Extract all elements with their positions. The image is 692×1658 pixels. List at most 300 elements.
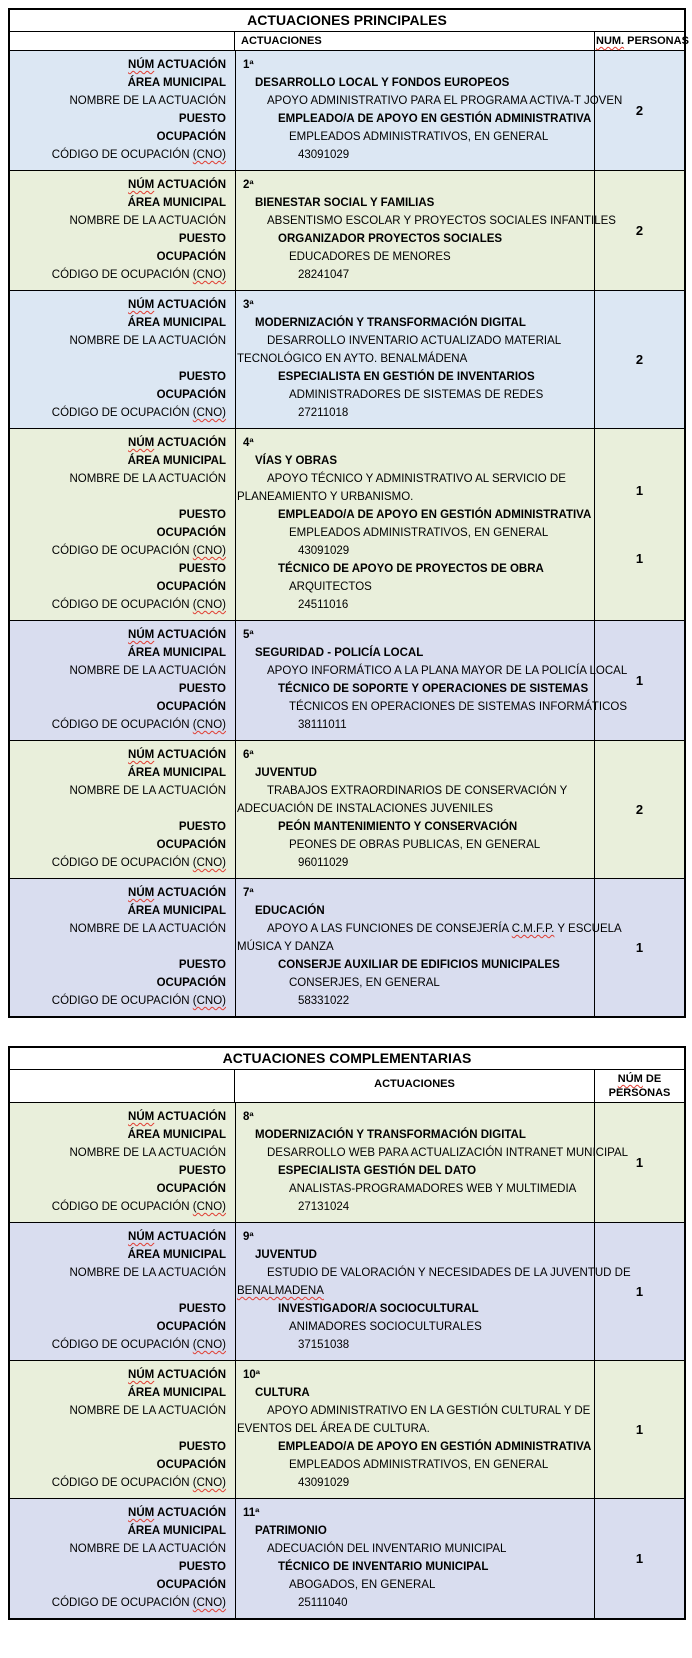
field-label-puesto: PUESTO [178, 683, 226, 695]
field-value-ocupacion [235, 128, 594, 146]
field-value-num [235, 1108, 594, 1126]
field-label-num: NÚM ACTUACIÓN [128, 1231, 226, 1243]
spellcheck-underline: (CNO) [192, 599, 226, 611]
field-row-puesto [10, 1558, 594, 1576]
field-value-line: 96011029 [298, 857, 349, 869]
field-value-puesto [235, 956, 594, 974]
field-value-line: 9ª [243, 1231, 254, 1243]
field-row-num [10, 434, 594, 452]
num-personas-value: 1 [635, 482, 644, 498]
field-value-line: CONSERJES, EN GENERAL [289, 977, 440, 989]
field-value-line: TÉCNICOS EN OPERACIONES DE SISTEMAS INFORMÁTICOS [289, 701, 628, 713]
field-label-puesto: PUESTO [178, 1165, 226, 1177]
field-label-nombre: NOMBRE DE LA ACTUACIÓN [69, 923, 226, 935]
field-row-codigo [10, 1474, 594, 1492]
field-value-line: EVENTOS DEL ÁREA DE CULTURA. [237, 1423, 430, 1435]
actuacion-fields [10, 1103, 629, 1222]
spellcheck-underline: (CNO) [192, 1597, 226, 1609]
field-row-puesto [10, 560, 594, 578]
field-row-nombre [10, 92, 623, 110]
field-value-puesto [235, 560, 594, 578]
field-row-area [10, 1522, 594, 1540]
table-header-row [10, 32, 689, 51]
field-value-area [235, 1126, 594, 1144]
field-value-line: 25111040 [298, 1597, 348, 1609]
field-value-num [235, 626, 594, 644]
field-value-nombre [235, 1264, 633, 1300]
field-value-line: TÉCNICO DE APOYO DE PROYECTOS DE OBRA [278, 563, 544, 575]
num-personas-value: 2 [635, 223, 644, 238]
field-row-nombre [10, 212, 616, 230]
field-value-puesto [235, 818, 594, 836]
field-value-ocupacion [235, 248, 594, 266]
header-empty-cell [10, 32, 235, 50]
field-value-codigo [235, 1474, 594, 1492]
spellcheck-underline: NÚM [128, 59, 155, 71]
field-value-ocupacion [235, 836, 594, 854]
field-label-ocupacion: OCUPACIÓN [156, 131, 226, 143]
field-value-puesto [235, 230, 594, 248]
field-row-num [10, 296, 594, 314]
field-value-nombre [235, 92, 624, 110]
field-label-nombre: NOMBRE DE LA ACTUACIÓN [69, 95, 226, 107]
spellcheck-underline: NÚM [128, 179, 155, 191]
field-label-puesto: PUESTO [178, 1441, 226, 1453]
spellcheck-underline: (CNO) [192, 149, 226, 161]
spellcheck-underline: (CNO) [192, 545, 226, 557]
field-value-area [235, 314, 594, 332]
field-value-num [235, 884, 594, 902]
field-value-area [235, 194, 594, 212]
field-value-codigo [235, 266, 594, 284]
field-value-puesto [235, 680, 594, 698]
spellcheck-underline: NÚM [128, 437, 155, 449]
field-value-line [235, 1282, 631, 1300]
field-row-num [10, 1366, 594, 1384]
field-value-line: 10ª [243, 1369, 261, 1381]
field-row-nombre [10, 470, 594, 506]
field-label-area: ÁREA MUNICIPAL [127, 197, 226, 209]
field-label-nombre: NOMBRE DE LA ACTUACIÓN [69, 1543, 226, 1555]
field-row-nombre [10, 1540, 594, 1558]
field-row-puesto [10, 818, 594, 836]
field-row-area [10, 902, 594, 920]
field-value-line: 38111011 [298, 719, 347, 731]
field-row-area [10, 644, 594, 662]
num-personas-value: 2 [635, 103, 644, 118]
field-row-puesto [10, 1162, 594, 1180]
spellcheck-underline: (CNO) [192, 269, 226, 281]
field-value-line: DESARROLLO INVENTARIO ACTUALIZADO MATERIAL [267, 335, 562, 347]
field-label-codigo: CÓDIGO DE OCUPACIÓN (CNO) [51, 995, 226, 1007]
field-value-line: DESARROLLO WEB PARA ACTUALIZACIÓN INTRANET MUNICIPAL [267, 1147, 629, 1159]
field-label-codigo: CÓDIGO DE OCUPACIÓN (CNO) [51, 599, 226, 611]
field-value-line: ABOGADOS, EN GENERAL [289, 1579, 436, 1591]
field-value-line: 27211018 [298, 407, 349, 419]
field-value-line: PEONES DE OBRAS PUBLICAS, EN GENERAL [289, 839, 541, 851]
table-header-row [10, 1070, 684, 1103]
field-value-nombre [235, 1402, 594, 1438]
spellcheck-underline: (CNO) [192, 407, 226, 419]
field-label-codigo: CÓDIGO DE OCUPACIÓN (CNO) [51, 1477, 226, 1489]
field-row-nombre [10, 662, 628, 680]
num-personas-value: 1 [635, 1284, 644, 1299]
field-value-line: EMPLEADO/A DE APOYO EN GESTIÓN ADMINISTRATIVA [278, 1441, 592, 1453]
field-label-num: NÚM ACTUACIÓN [128, 749, 226, 761]
num-personas-cell [594, 741, 684, 878]
field-label-codigo: CÓDIGO DE OCUPACIÓN (CNO) [51, 269, 226, 281]
field-value-area [235, 1522, 594, 1540]
field-value-area [235, 1384, 594, 1402]
field-label-ocupacion: OCUPACIÓN [156, 1321, 226, 1333]
field-value-nombre [235, 662, 629, 680]
field-value-line: 8ª [243, 1111, 254, 1123]
field-row-codigo [10, 404, 594, 422]
field-value-codigo [235, 404, 594, 422]
tables-container [8, 8, 689, 1620]
actuacion-row [10, 51, 684, 171]
field-row-num [10, 1228, 594, 1246]
field-label-ocupacion: OCUPACIÓN [156, 839, 226, 851]
field-value-puesto [235, 368, 594, 386]
num-personas-value: 1 [635, 673, 644, 688]
field-value-puesto [235, 1162, 594, 1180]
field-label-num: NÚM ACTUACIÓN [128, 1369, 226, 1381]
field-label-nombre: NOMBRE DE LA ACTUACIÓN [69, 785, 226, 797]
field-value-area [235, 74, 594, 92]
field-label-area: ÁREA MUNICIPAL [127, 1387, 226, 1399]
field-value-line: 6ª [243, 749, 254, 761]
field-label-num: NÚM ACTUACIÓN [128, 1507, 226, 1519]
field-row-num [10, 176, 594, 194]
field-label-ocupacion: OCUPACIÓN [156, 581, 226, 593]
field-value-line: ORGANIZADOR PROYECTOS SOCIALES [278, 233, 503, 245]
field-label-codigo: CÓDIGO DE OCUPACIÓN (CNO) [51, 857, 226, 869]
actuacion-fields [10, 621, 628, 740]
actuacion-row [10, 429, 684, 621]
spellcheck-underline: NÚM [128, 1507, 155, 1519]
spellcheck-underline: NÚM [128, 749, 155, 761]
field-row-area [10, 1126, 594, 1144]
field-value-codigo [235, 1336, 594, 1354]
num-personas-cell [594, 879, 684, 1016]
field-value-ocupacion [235, 578, 594, 596]
field-value-codigo [235, 854, 594, 872]
field-value-ocupacion [235, 386, 594, 404]
field-label-area: ÁREA MUNICIPAL [127, 317, 226, 329]
field-row-ocupacion [10, 128, 594, 146]
field-label-puesto: PUESTO [178, 113, 226, 125]
field-value-num [235, 1366, 594, 1384]
field-value-line: 37151038 [298, 1339, 350, 1351]
header-num-personas [594, 1070, 684, 1102]
field-value-ocupacion [235, 974, 594, 992]
field-value-line: CULTURA [255, 1387, 310, 1399]
field-label-ocupacion: OCUPACIÓN [156, 1579, 226, 1591]
field-value-nombre [235, 1540, 594, 1558]
field-value-line: EDUCADORES DE MENORES [289, 251, 451, 263]
num-personas-cell [594, 171, 684, 290]
field-label-ocupacion: OCUPACIÓN [156, 701, 226, 713]
num-personas-cell [594, 291, 684, 428]
field-value-line: APOYO ADMINISTRATIVO EN LA GESTIÓN CULTURAL Y DE [267, 1405, 591, 1417]
actuacion-fields [10, 879, 622, 1016]
actuacion-row [10, 171, 684, 291]
field-row-ocupacion [10, 1318, 594, 1336]
header-num-personas [594, 32, 690, 50]
field-value-line: 27131024 [298, 1201, 350, 1213]
field-value-line: PLANEAMIENTO Y URBANISMO. [237, 491, 414, 503]
field-row-num [10, 746, 594, 764]
field-value-codigo [235, 146, 594, 164]
field-row-ocupacion [10, 974, 594, 992]
field-label-codigo: CÓDIGO DE OCUPACIÓN (CNO) [51, 149, 226, 161]
field-value-line: APOYO ADMINISTRATIVO PARA EL PROGRAMA ACTIVA-T JOVEN [267, 95, 623, 107]
field-label-nombre: NOMBRE DE LA ACTUACIÓN [69, 1267, 226, 1279]
actuacion-row [10, 1361, 684, 1499]
field-row-nombre [10, 782, 594, 818]
field-value-line: PEÓN MANTENIMIENTO Y CONSERVACIÓN [278, 821, 518, 833]
field-row-ocupacion [10, 1180, 594, 1198]
spellcheck-underline: (CNO) [192, 857, 226, 869]
field-value-line: 2ª [243, 179, 254, 191]
field-row-puesto [10, 1438, 594, 1456]
field-row-puesto [10, 680, 594, 698]
actuacion-row [10, 1223, 684, 1361]
field-row-nombre [10, 1402, 594, 1438]
actuacion-fields [10, 429, 594, 620]
field-label-ocupacion: OCUPACIÓN [156, 1183, 226, 1195]
field-row-nombre [10, 920, 622, 956]
spellcheck-underline: NÚM [128, 1111, 155, 1123]
actuacion-fields [10, 291, 594, 428]
field-row-codigo [10, 1336, 594, 1354]
field-row-area [10, 452, 594, 470]
num-personas-cell [594, 51, 684, 170]
num-personas-cell [594, 429, 684, 620]
field-row-ocupacion [10, 578, 594, 596]
field-label-nombre: NOMBRE DE LA ACTUACIÓN [69, 215, 226, 227]
field-label-puesto: PUESTO [178, 509, 226, 521]
field-value-line: ABSENTISMO ESCOLAR Y PROYECTOS SOCIALES INFANTILES [267, 215, 616, 227]
field-row-area [10, 1384, 594, 1402]
actuacion-fields [10, 1499, 594, 1618]
header-num-personas-line: NUM. PERSONAS [596, 35, 689, 47]
field-label-codigo: CÓDIGO DE OCUPACIÓN (CNO) [51, 545, 226, 557]
num-personas-value: 1 [635, 1422, 644, 1437]
field-row-ocupacion [10, 248, 594, 266]
field-row-num [10, 1504, 594, 1522]
field-row-codigo [10, 1198, 594, 1216]
actuacion-fields [10, 171, 616, 290]
spellcheck-underline: (CNO) [192, 719, 226, 731]
header-actuaciones: ACTUACIONES [241, 35, 322, 47]
field-label-num: NÚM ACTUACIÓN [128, 299, 226, 311]
header-num-personas-line: NÚM DE [617, 1073, 662, 1085]
spellcheck-underline: NÚM [128, 887, 155, 899]
field-label-num: NÚM ACTUACIÓN [128, 887, 226, 899]
field-value-area [235, 1246, 594, 1264]
field-value-line: 43091029 [298, 1477, 350, 1489]
spellcheck-underline: NÚM [128, 299, 155, 311]
field-value-codigo [235, 992, 594, 1010]
field-value-line: CONSERJE AUXILIAR DE EDIFICIOS MUNICIPALES [278, 959, 560, 971]
spellcheck-underline: (CNO) [192, 1339, 226, 1351]
field-label-area: ÁREA MUNICIPAL [127, 1525, 226, 1537]
field-value-num [235, 296, 594, 314]
field-row-codigo [10, 596, 594, 614]
field-row-area [10, 74, 594, 92]
field-value-line: 43091029 [298, 149, 350, 161]
field-value-line: TÉCNICO DE INVENTARIO MUNICIPAL [278, 1561, 489, 1573]
field-value-line: BIENESTAR SOCIAL Y FAMILIAS [255, 197, 435, 209]
spellcheck-underline: NÚM [128, 1231, 155, 1243]
table-title: ACTUACIONES PRINCIPALES [10, 10, 684, 32]
actuacion-fields [10, 1361, 594, 1498]
field-label-puesto: PUESTO [178, 563, 226, 575]
field-row-area [10, 194, 594, 212]
field-row-codigo [10, 266, 594, 284]
field-value-codigo [235, 1594, 594, 1612]
field-value-ocupacion [235, 698, 629, 716]
field-value-num [235, 746, 594, 764]
spellcheck-underline: NUM. [596, 35, 625, 47]
field-label-puesto: PUESTO [178, 233, 226, 245]
table-principales [8, 8, 689, 1018]
field-label-puesto: PUESTO [178, 1303, 226, 1315]
field-label-codigo: CÓDIGO DE OCUPACIÓN (CNO) [51, 407, 226, 419]
field-row-puesto [10, 1300, 594, 1318]
field-value-num [235, 56, 594, 74]
field-value-line: ANALISTAS-PROGRAMADORES WEB Y MULTIMEDIA [289, 1183, 577, 1195]
actuacion-row [10, 621, 684, 741]
header-actuaciones: ACTUACIONES [374, 1078, 455, 1090]
field-value-num [235, 1504, 594, 1522]
field-value-line: APOYO A LAS FUNCIONES DE CONSEJERÍA C.M.F.P. Y ESCUELA [267, 923, 622, 935]
field-value-line: MODERNIZACIÓN Y TRANSFORMACIÓN DIGITAL [255, 317, 526, 329]
field-value-codigo [235, 1198, 594, 1216]
field-value-nombre [235, 212, 618, 230]
field-value-puesto [235, 1300, 594, 1318]
field-row-codigo [10, 146, 594, 164]
field-value-line: DESARROLLO LOCAL Y FONDOS EUROPEOS [255, 77, 510, 89]
field-value-ocupacion [235, 524, 594, 542]
field-label-puesto: PUESTO [178, 371, 226, 383]
field-label-area: ÁREA MUNICIPAL [127, 905, 226, 917]
field-value-num [235, 1228, 594, 1246]
field-value-line: ESPECIALISTA GESTIÓN DEL DATO [278, 1165, 477, 1177]
field-value-line: TECNOLÓGICO EN AYTO. BENALMÁDENA [237, 353, 468, 365]
field-value-puesto [235, 1438, 594, 1456]
field-row-ocupacion [10, 1456, 594, 1474]
header-empty-cell [10, 1070, 235, 1102]
field-row-area [10, 764, 594, 782]
spellcheck-underline: NÚM [128, 629, 155, 641]
field-row-nombre [10, 1264, 631, 1300]
field-label-codigo: CÓDIGO DE OCUPACIÓN (CNO) [51, 1201, 226, 1213]
field-value-line: MÚSICA Y DANZA [237, 941, 334, 953]
field-label-num: NÚM ACTUACIÓN [128, 59, 226, 71]
field-row-num [10, 884, 594, 902]
field-value-line: 4ª [243, 437, 254, 449]
field-row-puesto [10, 110, 594, 128]
field-row-ocupacion [10, 524, 594, 542]
field-row-num [10, 626, 594, 644]
field-value-codigo [235, 596, 594, 614]
table-complementarias [8, 1046, 686, 1620]
field-value-line: 58331022 [298, 995, 350, 1007]
actuacion-row [10, 741, 684, 879]
field-value-line: ESTUDIO DE VALORACIÓN Y NECESIDADES DE LA JUVENTUD DE [267, 1267, 631, 1279]
field-row-codigo [10, 992, 594, 1010]
field-label-area: ÁREA MUNICIPAL [127, 647, 226, 659]
actuacion-fields [10, 741, 594, 878]
field-label-puesto: PUESTO [178, 959, 226, 971]
field-label-puesto: PUESTO [178, 1561, 226, 1573]
field-value-ocupacion [235, 1576, 594, 1594]
field-row-codigo [10, 716, 594, 734]
field-value-line: PATRIMONIO [255, 1525, 327, 1537]
field-value-line: ADECUACIÓN DE INSTALACIONES JUVENILES [237, 803, 494, 815]
field-row-puesto [10, 956, 594, 974]
field-row-nombre [10, 1144, 629, 1162]
field-label-codigo: CÓDIGO DE OCUPACIÓN (CNO) [51, 1597, 226, 1609]
field-label-num: NÚM ACTUACIÓN [128, 179, 226, 191]
num-personas-value: 1 [635, 1155, 644, 1170]
field-label-ocupacion: OCUPACIÓN [156, 977, 226, 989]
field-value-line: JUVENTUD [255, 1249, 317, 1261]
field-value-nombre [235, 332, 594, 368]
field-value-ocupacion [235, 1318, 594, 1336]
field-label-codigo: CÓDIGO DE OCUPACIÓN (CNO) [51, 1339, 226, 1351]
field-label-nombre: NOMBRE DE LA ACTUACIÓN [69, 335, 226, 347]
field-value-puesto [235, 506, 594, 524]
field-label-area: ÁREA MUNICIPAL [127, 1129, 226, 1141]
field-label-area: ÁREA MUNICIPAL [127, 455, 226, 467]
field-label-area: ÁREA MUNICIPAL [127, 767, 226, 779]
field-value-ocupacion [235, 1180, 594, 1198]
spellcheck-underline: C.M.F.P. [511, 923, 555, 935]
field-label-area: ÁREA MUNICIPAL [127, 1249, 226, 1261]
field-value-nombre [235, 470, 594, 506]
spellcheck-underline: NÚM [617, 1073, 643, 1085]
field-row-puesto [10, 368, 594, 386]
field-row-area [10, 1246, 594, 1264]
field-value-line: APOYO INFORMÁTICO A LA PLANA MAYOR DE LA POLICÍA LOCAL [267, 665, 628, 677]
spellcheck-underline: (CNO) [192, 995, 226, 1007]
field-label-num: NÚM ACTUACIÓN [128, 437, 226, 449]
field-label-nombre: NOMBRE DE LA ACTUACIÓN [69, 1147, 226, 1159]
field-value-line: ARQUITECTOS [289, 581, 372, 593]
field-label-nombre: NOMBRE DE LA ACTUACIÓN [69, 665, 226, 677]
num-personas-cell [594, 1499, 684, 1618]
field-value-nombre [235, 782, 594, 818]
actuacion-row [10, 879, 684, 1016]
field-label-nombre: NOMBRE DE LA ACTUACIÓN [69, 1405, 226, 1417]
field-value-area [235, 452, 594, 470]
field-label-area: ÁREA MUNICIPAL [127, 77, 226, 89]
header-num-personas-line: PERSONAS [608, 1087, 671, 1099]
spellcheck-underline: BENALMADENA [237, 1285, 324, 1297]
field-row-num [10, 56, 594, 74]
field-label-num: NÚM ACTUACIÓN [128, 629, 226, 641]
field-value-area [235, 902, 594, 920]
num-personas-cell [594, 1103, 684, 1222]
field-row-puesto [10, 506, 594, 524]
field-value-line: ADECUACIÓN DEL INVENTARIO MUNICIPAL [267, 1543, 507, 1555]
field-value-line: INVESTIGADOR/A SOCIOCULTURAL [278, 1303, 479, 1315]
field-value-line: 7ª [243, 887, 254, 899]
